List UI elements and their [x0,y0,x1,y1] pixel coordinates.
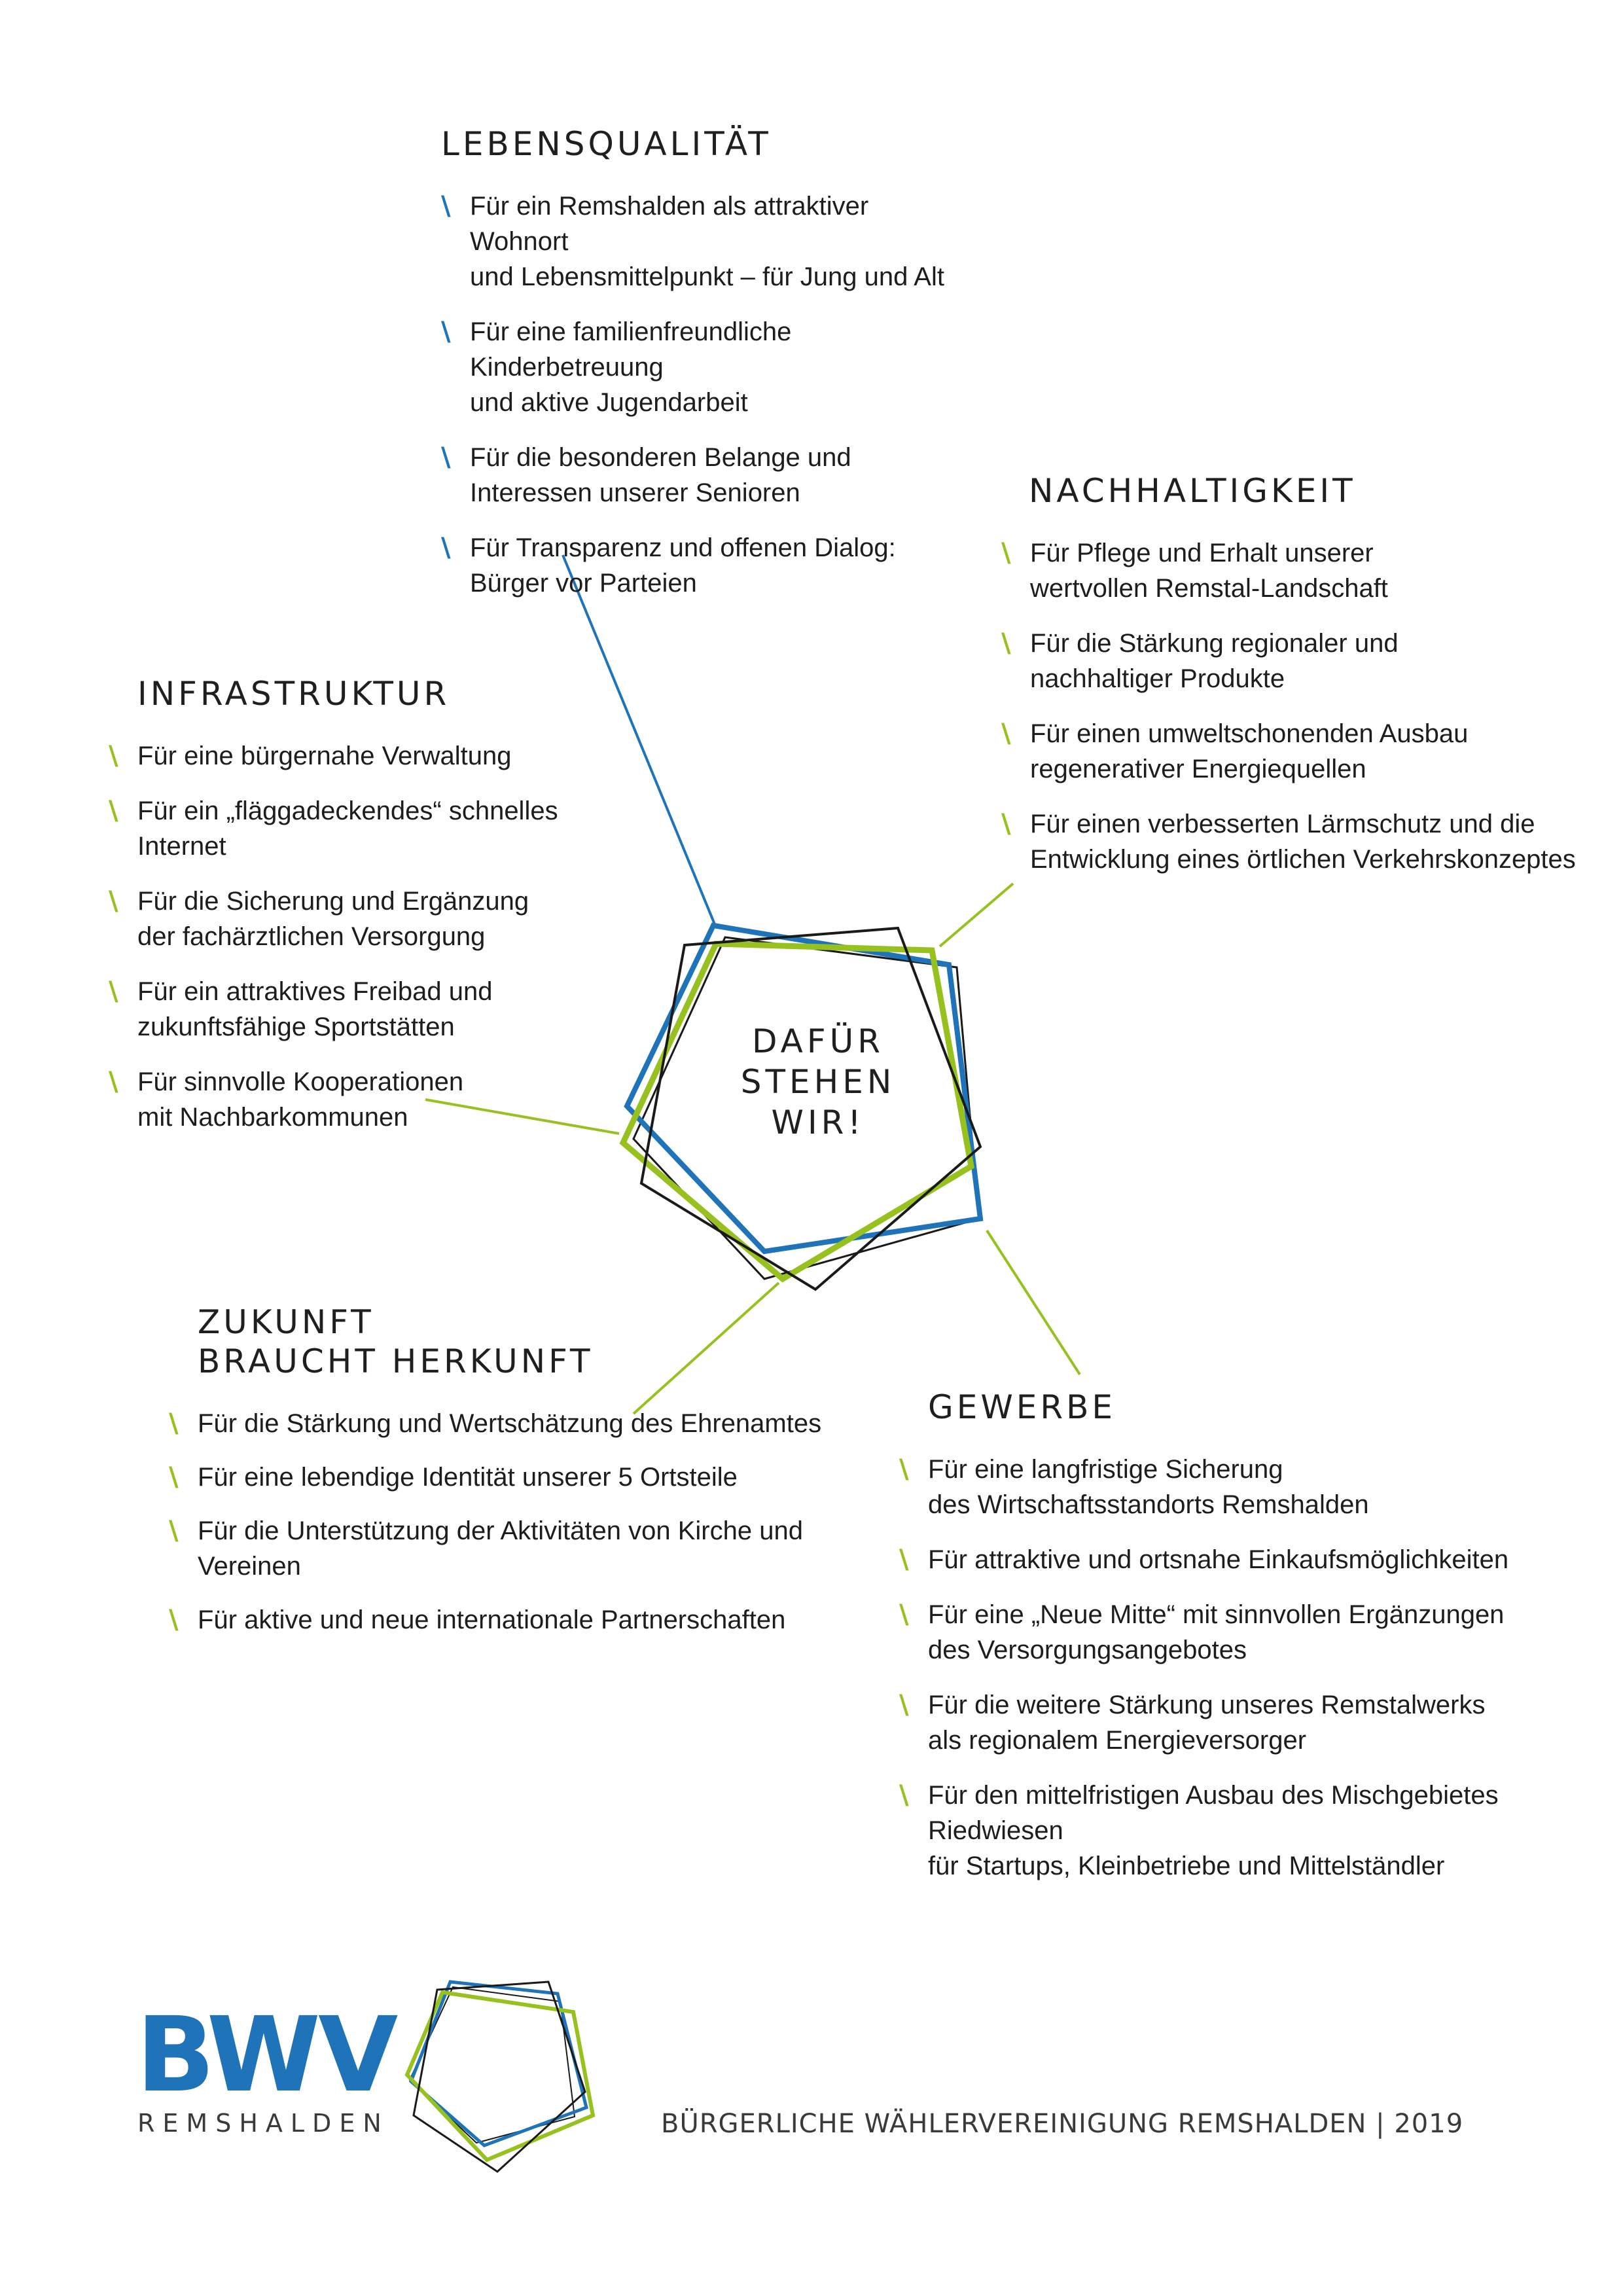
item-list [169,1406,823,1638]
backslash-bullet-icon: \ [169,1462,179,1492]
item-text: Für einen verbesserten Lärmschutz und die Entwicklung eines örtlichen Verkehrskonzeptes [1030,810,1576,874]
item-list [441,188,965,601]
backslash-bullet-icon: \ [169,1516,179,1546]
item-text: Für ein attraktives Freibad und zukunftsfähige Sportstätten [137,977,493,1041]
item-text: Für die weitere Stärkung unseres Remstalwerks als regionalem Energieversorger [928,1691,1486,1755]
center-line: STEHEN [740,1063,896,1101]
logo-subtitle: REMSHALDEN [137,2109,389,2138]
section-title: LEBENSQUALITÄT [441,125,772,163]
list-item [109,793,632,864]
list-item [441,440,965,511]
section-title: NACHHALTIGKEIT [1029,472,1356,510]
item-text: Für den mittelfristigen Ausbau des Mischgebietes Riedwiesen für Startups, Kleinbetriebe und Mittelständler [928,1781,1499,1880]
section-title: ZUKUNFT BRAUCHT HERKUNFT [198,1303,594,1380]
section-zukunft [169,1302,823,1656]
section-gewerbe [899,1388,1593,1903]
section-title: INFRASTRUKTUR [137,675,450,713]
list-item [169,1602,823,1638]
backslash-bullet-icon: \ [441,191,451,221]
list-item [169,1460,823,1495]
item-text: Für eine familienfreundliche Kinderbetreuung und aktive Jugendarbeit [470,317,792,417]
logo-pentagon-icon [407,1982,593,2172]
list-item [441,314,965,420]
item-text: Für aktive und neue internationale Partnerschaften [198,1605,786,1634]
item-list [109,738,632,1135]
list-item [169,1513,823,1584]
backslash-bullet-icon: \ [109,977,118,1007]
backslash-bullet-icon: \ [169,1605,179,1635]
section-title: GEWERBE [928,1388,1116,1426]
backslash-bullet-icon: \ [899,1545,909,1575]
item-list [1001,535,1590,877]
item-text: Für die Sicherung und Ergänzung der fachärztlichen Versorgung [137,887,529,951]
list-item [1001,716,1590,787]
list-item [1001,626,1590,696]
item-text: Für eine bürgernahe Verwaltung [137,742,512,770]
item-text: Für die besonderen Belange und Interessen unserer Senioren [470,443,851,507]
center-line: DAFÜR [752,1022,884,1060]
item-text: Für eine langfristige Sicherung des Wirtschaftsstandorts Remshalden [928,1455,1369,1519]
item-text: Für attraktive und ortsnahe Einkaufsmöglichkeiten [928,1545,1509,1574]
list-item [1001,535,1590,606]
list-item [441,530,965,601]
backslash-bullet-icon: \ [899,1454,909,1484]
backslash-bullet-icon: \ [1001,538,1011,568]
section-lebensqualitaet [441,124,965,620]
list-item [109,738,632,774]
list-item [899,1778,1593,1884]
item-text: Für einen umweltschonenden Ausbau regenerativer Energiequellen [1030,719,1469,783]
list-item [109,884,632,954]
backslash-bullet-icon: \ [441,533,451,563]
backslash-bullet-icon: \ [1001,809,1011,839]
backslash-bullet-icon: \ [1001,628,1011,658]
item-text: Für die Stärkung regionaler und nachhaltiger Produkte [1030,629,1399,693]
backslash-bullet-icon: \ [441,442,451,473]
bwv-logo-text: BWV [136,1995,396,2115]
backslash-bullet-icon: \ [1001,719,1011,749]
center-slogan [713,1021,923,1143]
item-text: Für die Stärkung und Wertschätzung des Ehrenamtes [198,1409,822,1438]
item-text: Für eine „Neue Mitte“ mit sinnvollen Ergänzungen des Versorgungsangebotes [928,1600,1505,1664]
center-line: WIR! [771,1103,865,1141]
backslash-bullet-icon: \ [899,1780,909,1810]
backslash-bullet-icon: \ [109,741,118,771]
list-item [899,1687,1593,1758]
list-item [169,1406,823,1441]
item-text: Für ein „fläggadeckendes“ schnelles Internet [137,797,558,861]
list-item [899,1542,1593,1577]
list-item [899,1597,1593,1668]
list-item [441,188,965,295]
backslash-bullet-icon: \ [109,1067,118,1097]
list-item [109,1064,632,1135]
item-text: Für sinnvolle Kooperationen mit Nachbarkommunen [137,1067,464,1132]
list-item [899,1452,1593,1522]
footer-text: BÜRGERLICHE WÄHLERVEREINIGUNG REMSHALDEN | 2019 [661,2109,1464,2139]
connector-line-gewerbe [987,1230,1080,1374]
section-nachhaltigkeit [1001,471,1590,897]
item-text: Für die Unterstützung der Aktivitäten von Kirche und Vereinen [198,1516,803,1581]
list-item [109,974,632,1045]
backslash-bullet-icon: \ [899,1690,909,1720]
backslash-bullet-icon: \ [109,796,118,826]
section-infrastruktur [109,674,632,1155]
item-list [899,1452,1593,1884]
item-text: Für Pflege und Erhalt unserer wertvollen Remstal-Landschaft [1030,539,1388,603]
item-text: Für eine lebendige Identität unserer 5 Ortsteile [198,1463,738,1492]
backslash-bullet-icon: \ [109,886,118,916]
backslash-bullet-icon: \ [899,1600,909,1630]
item-text: Für ein Remshalden als attraktiver Wohnort und Lebensmittelpunkt – für Jung und Alt [470,192,944,291]
backslash-bullet-icon: \ [441,317,451,347]
backslash-bullet-icon: \ [169,1408,179,1439]
list-item [1001,806,1590,877]
item-text: Für Transparenz und offenen Dialog: Bürger vor Parteien [470,533,896,598]
